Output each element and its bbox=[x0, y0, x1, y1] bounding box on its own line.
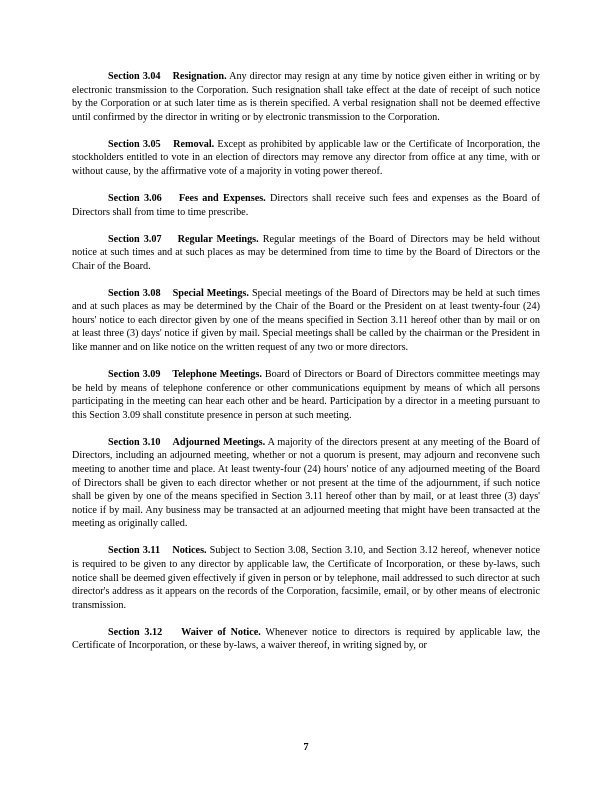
section-body: Except as prohibited by applicable law or the Certificate of Incorporation, the stockholders entitled to vote in an election of directors may remove any director from office at any time, with or without cause, by the affirmative vote of a majority in voting power thereof. bbox=[72, 138, 541, 177]
section-title: Fees and Expenses. bbox=[178, 192, 266, 204]
section-title: Special Meetings. bbox=[172, 287, 249, 299]
section-body: Board of Directors or Board of Directors committee meetings may be held by means of telephone conference or other communications equipment by means of which all persons participating in the meeting can hear each other and be heard. Participation by a director in a meeting pursuant to this Section 3.09 shall constitute presence in person at such meeting. bbox=[72, 369, 541, 421]
page-number: 7 bbox=[303, 742, 309, 753]
section-title: Resignation. bbox=[172, 71, 227, 82]
section-body: Subject to Section 3.08, Section 3.10, and Section 3.12 hereof, whenever notice is required to be given to any director by applicable law, the Certificate of Incorporation, or these by-laws, such notice shall be deemed given effectively if given in person or by telephone, mail addressed to such director at such director's address as it appears on the records of the Corporation, facsimile, email, or by other means of electronic transmission. bbox=[72, 545, 541, 611]
section-3-04 bbox=[72, 70, 540, 124]
section-3-05 bbox=[72, 138, 540, 179]
section-title: Adjourned Meetings. bbox=[172, 436, 266, 448]
section-3-09 bbox=[72, 368, 540, 422]
section-number: Section 3.07 bbox=[108, 233, 162, 245]
section-number: Section 3.06 bbox=[108, 192, 162, 204]
section-3-08 bbox=[72, 287, 540, 355]
section-3-12 bbox=[72, 626, 540, 653]
section-body: Whenever notice to directors is required by applicable law, the Certificate of Incorporation, or these by-laws, a waiver thereof, in writing signed by, or bbox=[72, 626, 541, 652]
section-body: Special meetings of the Board of Directors may be held at such times and at such places as may be determined by the Chair of the Board or the President on at least twenty-four (24) hours' notice to each director given by one of the means specified in Section 3.11 hereof other than by mail or on at least three (3) days' notice if given by mail. Special meetings shall be called by the chairman or the President in like manner and on like notice on the written request of any two or more directors. bbox=[72, 287, 541, 354]
section-body: Any director may resign at any time by notice given either in writing or by electronic transmission to the Corporation. Such resignation shall take effect at the date of receipt of such notice by the Corporation or at such later time as is therein specified. A verbal resignation shall not be deemed effective until confirmed by the director in writing or by electronic transmission to the Corporation. bbox=[72, 71, 540, 123]
section-number: Section 3.10 bbox=[108, 436, 161, 448]
section-body: Directors shall receive such fees and expenses as the Board of Directors shall from time to time prescribe. bbox=[72, 192, 540, 218]
section-number: Section 3.11 bbox=[108, 545, 161, 557]
section-3-06 bbox=[72, 192, 540, 219]
section-body: Regular meetings of the Board of Directors may be held without notice at such times and at such places as may be determined from time to time by the Board of Directors or the Chair of the Board. bbox=[72, 233, 541, 272]
section-3-11 bbox=[72, 544, 540, 612]
section-title: Waiver of Notice. bbox=[181, 626, 261, 638]
section-title: Regular Meetings. bbox=[177, 233, 259, 245]
section-body: A majority of the directors present at any meeting of the Board of Directors, including an adjourned meeting, whether or not a quorum is present, may adjourn and reconvene such meeting to another time and place. At least twenty-four (24) hours' notice of any adjourned meeting of the Board of Directors shall be given to each director whether or not present at the time of the adjournment, if such notice shall be given by one of the means specified in Section 3.11 hereof other than by mail, or at least three (3) days' notice if by mail. Any business may be transacted at an adjourned meeting that might have been transacted at the meeting as originally called. bbox=[72, 436, 541, 530]
section-number: Section 3.09 bbox=[108, 369, 161, 381]
section-3-10 bbox=[72, 436, 540, 531]
section-title: Notices. bbox=[172, 545, 207, 557]
document-body bbox=[72, 70, 540, 666]
section-number: Section 3.04 bbox=[108, 71, 161, 82]
section-number: Section 3.12 bbox=[108, 626, 163, 638]
section-title: Removal. bbox=[173, 138, 215, 150]
section-3-07 bbox=[72, 233, 540, 274]
section-title: Telephone Meetings. bbox=[172, 369, 262, 381]
section-number: Section 3.08 bbox=[108, 287, 161, 299]
section-number: Section 3.05 bbox=[108, 138, 161, 150]
